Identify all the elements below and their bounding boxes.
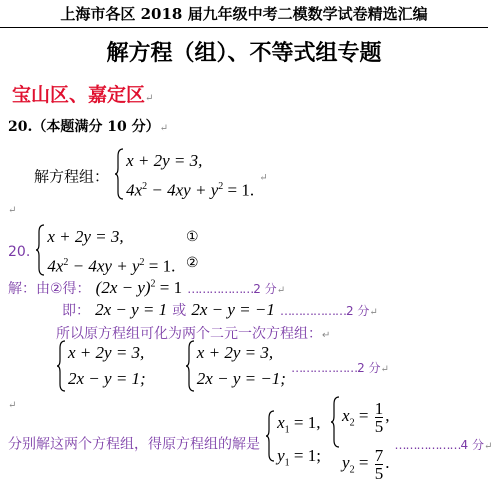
question-prompt: 解方程组：: [34, 167, 110, 186]
question-title: [8, 116, 168, 136]
step-2: 即： 2x − y = 1 或 2x − y = −1 ………………2 分↵: [62, 300, 378, 319]
step-1-score: 2 分: [253, 282, 277, 296]
answer-header-block: [8, 224, 175, 280]
step-4-score: 4 分: [460, 437, 484, 452]
answer-number: 20.: [8, 243, 31, 260]
system-one: x + 2y = 3, 2x − y = 1;: [56, 340, 146, 392]
answer-system: x + 2y = 3, $4x^2 - 4xy + y^2 = 1$.: [35, 224, 175, 280]
step-3-text: 所以原方程组可化为两个二元一次方程组：↵: [56, 326, 331, 342]
system-two: x + 2y = 3, 2x − y = −1;: [185, 340, 286, 392]
step-3-systems: x + 2y = 3, 2x − y = 1; x + 2y = 3, 2x − y = −1; ………………2 分↵: [56, 340, 389, 392]
step-2-label: 即：: [62, 303, 90, 319]
return-mark-icon: ↵: [8, 205, 17, 216]
return-mark-icon: ↵: [145, 93, 154, 104]
return-mark-icon: ↵: [8, 400, 17, 411]
left-brace-icon: [56, 340, 66, 392]
left-brace-icon: [265, 410, 275, 462]
district-name: 宝山区、嘉定区: [12, 84, 146, 106]
district-heading: [12, 80, 153, 107]
return-mark-icon: ↵: [159, 123, 168, 134]
left-brace-icon: [114, 148, 124, 200]
solution-two: $x_2$ = $\frac{1}{5}$ , $y_2$ = $\frac{7}{5}$ .: [330, 396, 389, 491]
mark-one: ①: [186, 229, 199, 245]
step-1-label: 解：由②得：: [8, 281, 91, 297]
question-eq1: x + 2y = 3,: [126, 151, 203, 170]
return-mark-icon: ↵: [259, 172, 268, 184]
step-4: 分别解这两个方程组，得原方程组的解是 $x_1 = 1$, $y_1 = 1$; $x_2$ = $\frac{1}{5}$ , $y_2$ = $\frac{7}{5}$ . ………………4 分↵: [8, 396, 492, 491]
question-block: [34, 148, 268, 204]
step-1: 解：由②得： $(2x - y)^2 = 1$ ………………2 分↵: [8, 278, 286, 297]
step-4-text: 分别解这两个方程组，得原方程组的解是: [8, 436, 260, 453]
document-header: 上海市各区 2018 届九年级中考二模数学试卷精选汇编: [0, 3, 488, 28]
left-brace-icon: [35, 224, 45, 276]
left-brace-icon: [185, 340, 195, 392]
topic-title: 解方程（组）、不等式组专题: [106, 40, 382, 66]
solution-one: $x_1 = 1$, $y_1 = 1$;: [265, 410, 321, 477]
left-brace-icon: [330, 396, 340, 448]
mark-two: ②: [186, 255, 199, 271]
question-title-text: 20.（本题满分 10 分）: [8, 119, 160, 135]
step-3-score: 2 分: [357, 360, 381, 375]
step-2-score: 2 分: [345, 304, 370, 318]
question-eq2: $4x^2 - 4xy + y^2 = 1$.: [126, 180, 255, 200]
question-system: [114, 148, 254, 204]
